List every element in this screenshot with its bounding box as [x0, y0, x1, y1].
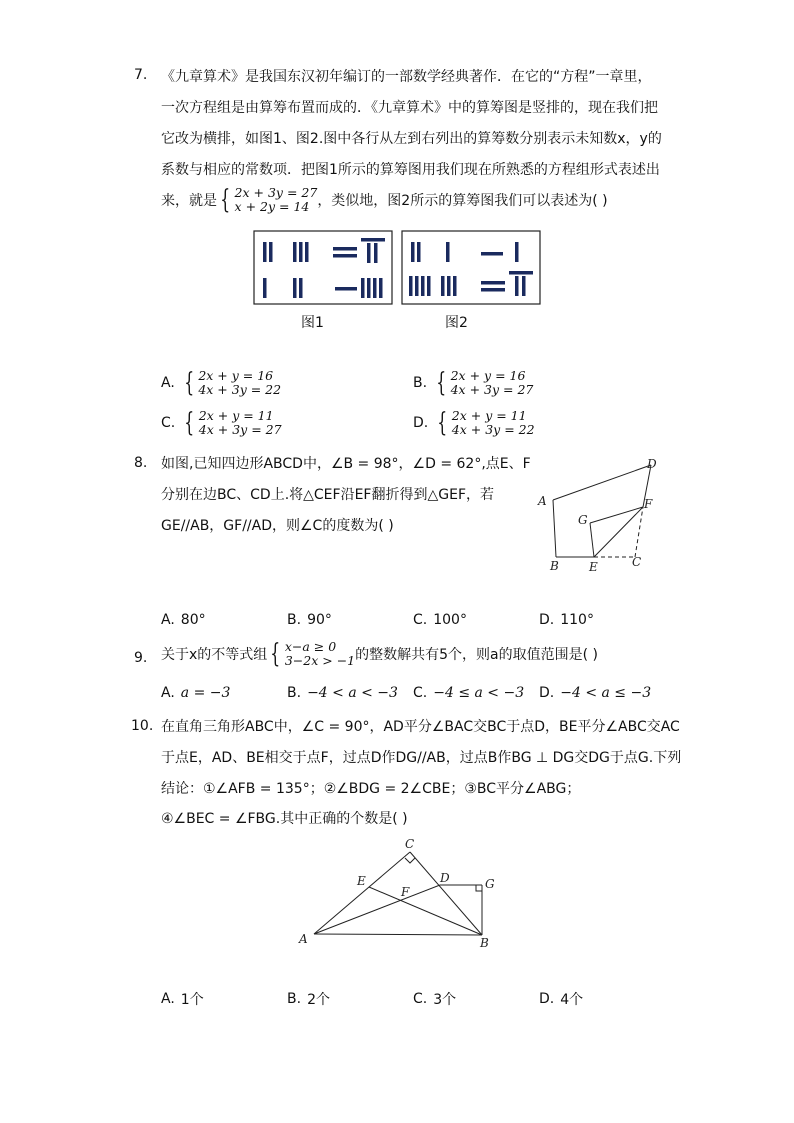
rod	[305, 242, 309, 262]
side-ac	[314, 852, 410, 934]
q7-number: 7.	[134, 67, 148, 83]
point-g-label: G	[578, 513, 588, 527]
option-text: 2个	[307, 992, 330, 1008]
option-label: A.	[161, 685, 175, 701]
q7-option-a[interactable]	[161, 369, 281, 397]
option-eq-1: 2x + y = 16	[198, 368, 274, 383]
option-text: 110°	[560, 612, 594, 628]
q9-option-a[interactable]	[161, 685, 230, 701]
q7-text-line-5	[161, 186, 608, 214]
rod	[333, 247, 357, 251]
rod	[263, 242, 267, 262]
q10-option-c[interactable]	[413, 989, 456, 1009]
point-a-label: A	[299, 932, 308, 946]
option-eq-2: 4x + 3y = 27	[450, 382, 534, 397]
point-f-label: F	[401, 885, 410, 899]
option-text: 100°	[433, 612, 467, 628]
q10-option-a[interactable]	[161, 989, 204, 1009]
rod	[417, 242, 421, 262]
q7-line5-prefix: 来，就是	[161, 193, 217, 209]
point-e-label: E	[589, 560, 598, 574]
q9-text	[161, 640, 598, 668]
option-eq-1: 2x + y = 16	[450, 368, 526, 383]
option-eq-2: 4x + 3y = 27	[198, 422, 282, 437]
point-b-label: B	[550, 559, 559, 573]
option-label: A.	[161, 612, 175, 628]
q8-option-c[interactable]	[413, 612, 467, 628]
option-label: B.	[413, 375, 428, 391]
rod	[427, 276, 431, 296]
option-label: C.	[413, 685, 428, 701]
option-label: A.	[161, 991, 175, 1007]
option-text: −4 ≤ a < −3	[433, 685, 525, 701]
rod	[522, 276, 526, 296]
rod	[293, 278, 297, 298]
rod	[481, 252, 503, 256]
side-ab	[553, 500, 556, 557]
q7-option-b[interactable]	[413, 369, 533, 397]
q9-ineq-1: x−a ≥ 0	[284, 639, 337, 654]
point-e-label: E	[357, 874, 366, 888]
q8-text-line-3: GE//AB，GF//AD，则∠C的度数为( )	[161, 518, 394, 534]
rod	[453, 276, 457, 296]
rod	[373, 278, 377, 298]
side-ab	[314, 934, 482, 935]
option-text: 1个	[180, 992, 204, 1008]
q10-figure	[295, 832, 505, 952]
left-brace-icon: {	[184, 408, 195, 438]
option-label: D.	[539, 991, 555, 1007]
rod	[333, 254, 357, 258]
q9-option-c[interactable]	[413, 685, 524, 701]
point-d-label: D	[440, 871, 450, 885]
left-brace-icon: {	[436, 368, 447, 398]
q8-figure	[530, 450, 670, 580]
rod	[421, 276, 425, 296]
option-text: 4个	[560, 992, 584, 1008]
rod	[409, 276, 413, 296]
q7-figure-1-caption: 图1	[301, 315, 324, 331]
option-label: C.	[413, 612, 428, 628]
q7-figure-2	[401, 230, 543, 306]
rod	[374, 243, 378, 263]
option-eq-2: 4x + 3y = 22	[198, 382, 282, 397]
q8-text-line-1: 如图,已知四边形ABCD中，∠B = 98°，∠D = 62°,点E、F	[161, 456, 531, 472]
rod	[299, 242, 303, 262]
q8-text-line-2: 分别在边BC、CD上.将△CEF沿EF翻折得到△GEF，若	[161, 487, 494, 503]
rod	[361, 238, 385, 242]
rod	[411, 242, 415, 262]
left-brace-icon: {	[220, 185, 231, 215]
q9-number: 9.	[134, 650, 148, 666]
q7-line5-suffix: ，类似地，图2所示的算筹图我们可以表述为( )	[317, 193, 608, 209]
option-label: A.	[161, 375, 175, 391]
q8-option-b[interactable]	[287, 612, 332, 628]
option-label: C.	[413, 991, 428, 1007]
rod	[293, 242, 297, 262]
q10-text-line-3: 结论：①∠AFB = 135°；②∠BDG = 2∠CBE；③BC平分∠ABG；	[161, 781, 581, 797]
rod	[481, 288, 505, 292]
rod	[367, 243, 371, 263]
q10-text-line-4: ④∠BEC = ∠FBG.其中正确的个数是( )	[161, 811, 408, 827]
point-c-label: C	[405, 837, 415, 851]
rod	[447, 276, 451, 296]
option-label: D.	[539, 685, 555, 701]
option-text: −4 < a < −3	[307, 685, 398, 701]
right-angle-c-mark	[405, 858, 415, 863]
q7-text-line-1: 《九章算术》是我国东汉初年编订的一部数学经典著作．在它的“方程”一章里，	[161, 69, 652, 85]
q9-prefix: 关于x的不等式组	[161, 647, 268, 663]
option-label: B.	[287, 612, 302, 628]
segment-be	[369, 887, 482, 935]
left-brace-icon: {	[184, 368, 195, 398]
q7-figure-2-caption: 图2	[445, 315, 468, 331]
rod	[415, 276, 419, 296]
option-label: B.	[287, 991, 302, 1007]
rod	[361, 278, 365, 298]
rod	[379, 278, 383, 298]
option-label: C.	[161, 415, 176, 431]
q7-option-c[interactable]	[161, 409, 282, 437]
rod	[299, 278, 303, 298]
option-text: 80°	[180, 612, 206, 628]
option-text: −4 < a ≤ −3	[560, 685, 652, 701]
option-label: B.	[287, 685, 302, 701]
q9-option-d[interactable]	[539, 685, 651, 701]
option-text: 90°	[307, 612, 332, 628]
point-g-label: G	[485, 877, 495, 891]
segment-ge	[590, 523, 594, 557]
q8-option-d[interactable]	[539, 612, 594, 628]
left-brace-icon: {	[437, 408, 448, 438]
q7-text-line-4: 系数与相应的常数项．把图1所示的算筹图用我们现在所熟悉的方程组形式表述出	[161, 162, 660, 178]
point-c-label: C	[632, 555, 642, 569]
rod	[263, 278, 267, 298]
rod	[367, 278, 371, 298]
q9-option-b[interactable]	[287, 685, 398, 701]
option-label: D.	[413, 415, 429, 431]
rod	[446, 242, 450, 262]
q7-example-system	[217, 186, 317, 214]
rod	[515, 242, 519, 262]
point-b-label: B	[480, 936, 489, 950]
rod	[509, 271, 533, 275]
option-label: D.	[539, 612, 555, 628]
q9-ineq-2: 3−2x > −1	[284, 653, 356, 668]
q7-figure-1	[253, 230, 395, 306]
point-f-label: F	[644, 497, 653, 511]
option-eq-1: 2x + y = 11	[451, 408, 527, 423]
q7-example-eq-1: 2x + 3y = 27	[234, 185, 318, 200]
rod	[515, 276, 519, 296]
side-cb	[410, 852, 482, 935]
q8-number: 8.	[134, 455, 148, 471]
q10-text-line-1: 在直角三角形ABC中，∠C = 90°，AD平分∠BAC交BC于点D，BE平分∠ABC交AC	[161, 719, 680, 735]
rod	[481, 281, 505, 285]
rod	[441, 276, 445, 296]
q7-example-eq-2: x + 2y = 14	[234, 199, 310, 214]
q10-option-b[interactable]	[287, 989, 330, 1009]
q10-option-d[interactable]	[539, 989, 583, 1009]
point-a-label: A	[538, 494, 547, 508]
right-angle-g-mark	[476, 885, 482, 891]
point-d-label: D	[647, 457, 657, 471]
side-ad	[553, 465, 651, 500]
option-text: a = −3	[180, 685, 231, 701]
q7-text-line-3: 它改为横排，如图1、图2.图中各行从左到右列出的算筹数分别表示未知数x，y的	[161, 131, 662, 147]
option-text: 3个	[433, 992, 457, 1008]
option-eq-2: 4x + 3y = 22	[451, 422, 535, 437]
q10-text-line-2: 于点E，AD、BE相交于点F，过点D作DG//AB，过点B作BG ⊥ DG交DG于点G.下列	[161, 750, 682, 766]
option-eq-1: 2x + y = 11	[198, 408, 274, 423]
q10-number: 10.	[131, 718, 154, 734]
q8-option-a[interactable]	[161, 612, 206, 628]
rod	[335, 287, 357, 291]
q9-suffix: 的整数解共有5个，则a的取值范围是( )	[355, 647, 598, 663]
left-brace-icon: {	[270, 639, 281, 669]
q7-text-line-2: 一次方程组是由算筹布置而成的．《九章算术》中的算筹图是竖排的，现在我们把	[161, 100, 658, 116]
rod	[269, 242, 273, 262]
q7-option-d[interactable]	[413, 409, 535, 437]
